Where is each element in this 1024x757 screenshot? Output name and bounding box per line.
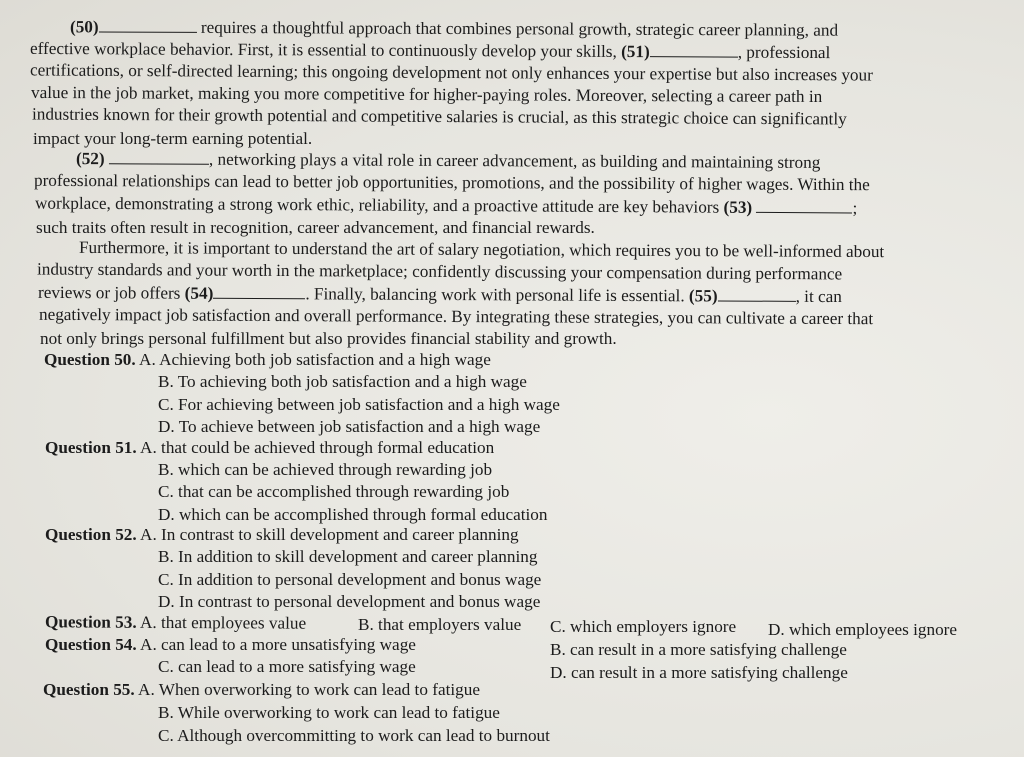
blank-number-52: (52) <box>75 149 105 169</box>
passage-text: value in the job market, making you more competitive for higher-paying roles. Moreover, selecting a career path in <box>30 82 823 107</box>
passage-text: workplace, demonstrating a strong work ethic, reliability, and a proactive attitude are key behaviors <box>34 193 724 217</box>
blank-number-54: (54) <box>184 283 214 303</box>
passage-text: negatively impact job satisfaction and overall performance. By integrating these strategies, you can cultivate a career that <box>38 304 874 329</box>
blank-number-51: (51) <box>621 41 650 62</box>
answer-blank-53[interactable] <box>756 197 852 214</box>
option-52-d[interactable]: D. In contrast to personal development and bonus wage <box>158 592 541 611</box>
passage-line-8 <box>34 170 870 195</box>
passage-text: impact your long-term earning potential. <box>33 129 313 148</box>
option-54-c[interactable]: C. can lead to a more satisfying wage <box>158 657 416 676</box>
passage-text: requires a thoughtful approach that combines personal growth, strategic career planning, and <box>196 17 839 40</box>
blank-number-50: (50) <box>69 17 99 37</box>
option-55-c[interactable]: C. Although overcommitting to work can lead to burnout <box>158 726 550 745</box>
passage-text: Furthermore, it is important to understand the art of salary negotiation, which requires you to be well-informed about <box>78 237 885 262</box>
answer-blank-55[interactable] <box>718 285 796 301</box>
option-53-c[interactable]: C. which employers ignore <box>550 617 737 636</box>
question-55 <box>43 679 480 700</box>
passage-text: , professional <box>737 42 831 63</box>
passage-text: certifications, or self-directed learning; this ongoing development not only enhances your expertise but also increases your <box>29 60 873 85</box>
option-54-a[interactable]: A. can lead to a more unsatisfying wage <box>140 635 416 654</box>
question-label: Question 53. <box>44 612 137 632</box>
question-52 <box>45 524 519 545</box>
question-label: Question 54. <box>45 635 137 654</box>
passage-line-9 <box>35 192 857 218</box>
option-50-d[interactable]: D. To achieve between job satisfaction and a high wage <box>158 417 541 436</box>
option-51-d[interactable]: D. which can be accomplished through formal education <box>158 505 548 524</box>
passage-text: . Finally, balancing work with personal life is essential. <box>305 284 690 306</box>
passage-text: effective workplace behavior. First, it is essential to continuously develop your skills, <box>29 38 622 61</box>
passage-text: professional relationships can lead to better job opportunities, promotions, and the possibility of higher wages. Within the <box>33 170 870 195</box>
option-53-d[interactable]: D. which employees ignore <box>768 620 958 639</box>
option-53-b[interactable]: B. that employers value <box>358 615 522 634</box>
question-51 <box>45 437 494 458</box>
option-50-a[interactable]: A. Achieving both job satisfaction and a high wage <box>139 350 491 369</box>
answer-blank-51[interactable] <box>650 41 738 57</box>
passage-text: ; <box>852 198 858 218</box>
option-50-c[interactable]: C. For achieving between job satisfaction and a high wage <box>158 395 560 414</box>
question-label: Question 52. <box>45 525 137 544</box>
option-54-d[interactable]: D. can result in a more satisfying challenge <box>550 663 848 682</box>
passage-line-13 <box>38 282 842 307</box>
blank-number-55: (55) <box>688 286 718 306</box>
passage-text: , it can <box>795 286 842 307</box>
option-53-a[interactable]: A. that employees value <box>139 612 307 633</box>
passage-line-12 <box>37 259 842 285</box>
passage-line-1 <box>70 16 838 40</box>
answer-blank-50[interactable] <box>99 16 197 32</box>
passage-line-11 <box>79 237 884 262</box>
answer-blank-52[interactable] <box>109 148 209 165</box>
passage-text: such traits often result in recognition, career advancement, and financial rewards. <box>36 218 595 237</box>
question-53 <box>45 611 306 633</box>
option-51-c[interactable]: C. that can be accomplished through rewarding job <box>158 482 510 501</box>
option-51-a[interactable]: A. that could be achieved through formal education <box>140 438 495 457</box>
question-label: Question 50. <box>44 350 136 369</box>
question-54 <box>45 634 416 655</box>
blank-number-53: (53) <box>723 197 753 217</box>
passage-line-5 <box>32 104 847 130</box>
passage-text: not only brings personal fulfillment but also provides financial stability and growth. <box>40 329 617 348</box>
option-52-b[interactable]: B. In addition to skill development and career planning <box>158 547 538 566</box>
option-50-b[interactable]: B. To achieving both job satisfaction and a high wage <box>158 372 527 391</box>
passage-text: reviews or job offers <box>37 282 185 303</box>
passage-line-6 <box>33 128 312 149</box>
option-52-a[interactable]: A. In contrast to skill development and career planning <box>140 525 519 544</box>
question-label: Question 55. <box>43 680 135 699</box>
passage-text: industry standards and your worth in the marketplace; confidently discussing your compensation during performance <box>36 259 843 284</box>
passage-text: , networking plays a vital role in career advancement, as building and maintaining strong <box>208 149 821 172</box>
passage-line-7 <box>76 148 820 173</box>
question-50 <box>44 349 491 370</box>
option-54-b[interactable]: B. can result in a more satisfying challenge <box>550 640 847 659</box>
option-55-a[interactable]: A. When overworking to work can lead to fatigue <box>138 680 480 699</box>
option-55-b[interactable]: B. While overworking to work can lead to fatigue <box>158 703 500 722</box>
passage-line-14 <box>39 304 873 329</box>
passage-line-10 <box>36 217 595 238</box>
answer-blank-54[interactable] <box>213 283 305 299</box>
passage-line-15 <box>40 328 617 349</box>
option-52-c[interactable]: C. In addition to personal development and bonus wage <box>158 570 542 589</box>
question-label: Question 51. <box>45 438 137 457</box>
passage-text: industries known for their growth potential and competitive salaries is crucial, as this strategic choice can significantly <box>31 104 847 129</box>
option-51-b[interactable]: B. which can be achieved through rewarding job <box>158 460 493 479</box>
